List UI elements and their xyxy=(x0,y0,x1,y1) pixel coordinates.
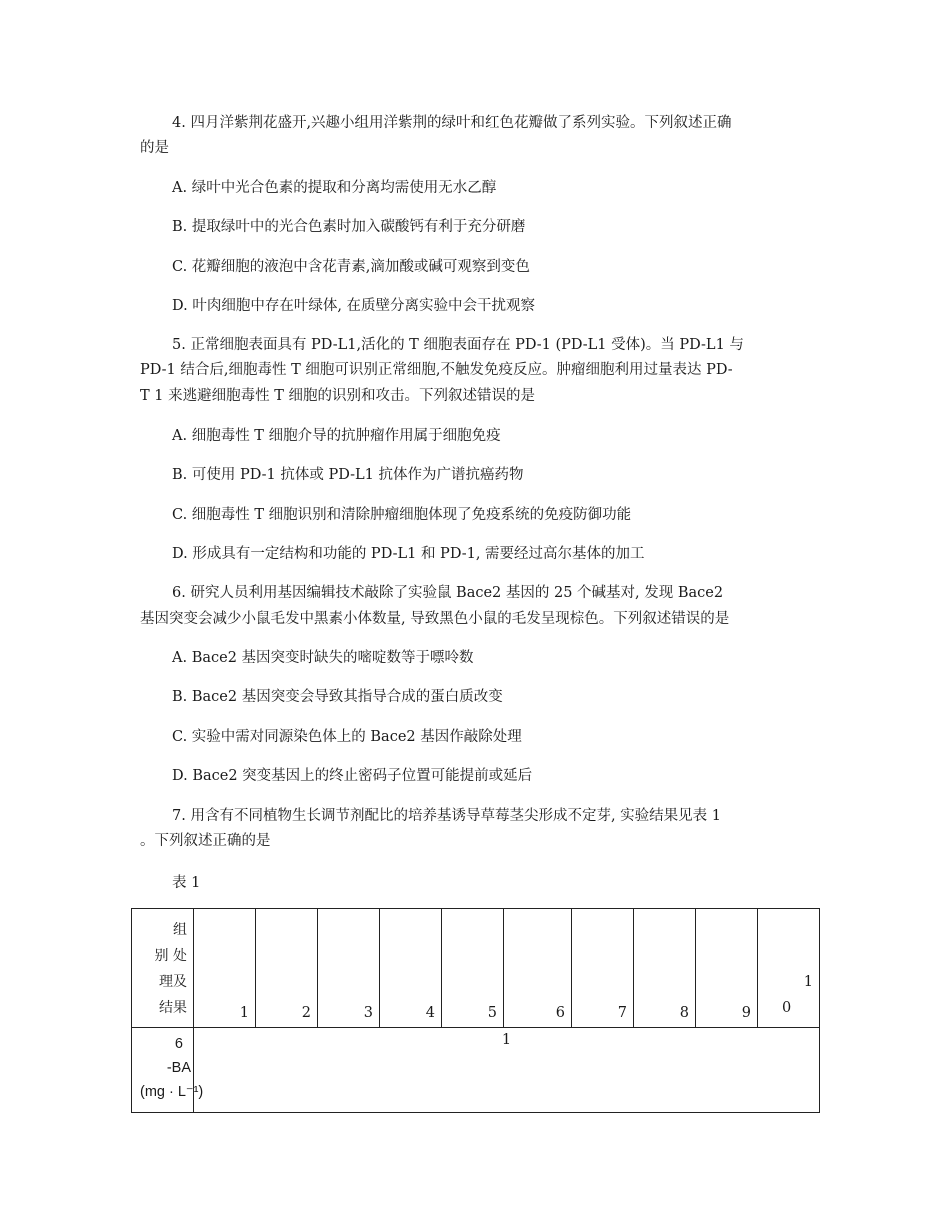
table-caption: 表 1 xyxy=(172,875,201,891)
column-header: 6 xyxy=(504,909,572,1028)
q6-option-b: B. Bace2 基因突变会导致其指导合成的蛋白质改变 xyxy=(172,689,503,705)
q4-option-a: A. 绿叶中光合色素的提取和分离均需使用无水乙醇 xyxy=(172,180,497,196)
row-name-line: -BA xyxy=(166,1060,191,1076)
q6-stem-line2: 基因突变会减少小鼠毛发中黑素小体数量, 导致黑色小鼠的毛发呈现棕色。下列叙述错误的是 xyxy=(140,611,730,627)
q5-stem-line1: 5. 正常细胞表面具有 PD-L1,活化的 T 细胞表面存在 PD-1 (PD-L1 受体)。当 PD-L1 与 xyxy=(172,337,744,353)
row-name-line: 6 xyxy=(174,1036,183,1052)
q4-option-b: B. 提取绿叶中的光合色素时加入碳酸钙有利于充分研磨 xyxy=(172,219,526,235)
q4-option-d: D. 叶肉细胞中存在叶绿体, 在质壁分离实验中会干扰观察 xyxy=(172,298,536,314)
q5-option-b: B. 可使用 PD-1 抗体或 PD-L1 抗体作为广谱抗癌药物 xyxy=(172,467,524,483)
column-header-10-top: 1 xyxy=(803,974,813,990)
q5-option-a: A. 细胞毒性 T 细胞介导的抗肿瘤作用属于细胞免疫 xyxy=(172,428,501,444)
q7-stem-line1: 7. 用含有不同植物生长调节剂配比的培养基诱导草莓茎尖形成不定芽, 实验结果见表 1 xyxy=(172,808,721,824)
column-header: 7 xyxy=(572,909,634,1028)
header-line: 结果 xyxy=(159,1000,187,1016)
q4-stem-line1: 4. 四月洋紫荆花盛开,兴趣小组用洋紫荆的绿叶和红色花瓣做了系列实验。下列叙述正确 xyxy=(172,115,732,131)
q4-stem-line2: 的是 xyxy=(140,140,169,156)
header-line: 组 xyxy=(173,922,187,938)
column-header: 5 xyxy=(442,909,504,1028)
column-header: 2 xyxy=(256,909,318,1028)
column-header: 4 xyxy=(380,909,442,1028)
column-header-10 xyxy=(758,909,820,1028)
table-header-row xyxy=(132,909,820,1028)
header-line: 别 处 xyxy=(154,948,187,964)
table-1 xyxy=(131,908,820,1113)
table-corner-header xyxy=(132,909,194,1028)
column-header: 1 xyxy=(194,909,256,1028)
q6-option-a: A. Bace2 基因突变时缺失的嘧啶数等于嘌呤数 xyxy=(172,650,474,666)
column-header: 8 xyxy=(634,909,696,1028)
table-row xyxy=(132,1028,820,1113)
row-name-6ba xyxy=(132,1028,204,1113)
row-value-6ba xyxy=(194,1028,820,1113)
row-value: 1 xyxy=(501,1032,512,1048)
column-header-10-bottom: 0 xyxy=(782,1000,792,1016)
q7-stem-line2: 。下列叙述正确的是 xyxy=(140,833,271,849)
q6-option-c: C. 实验中需对同源染色体上的 Bace2 基因作敲除处理 xyxy=(172,729,522,745)
q5-stem-line2: PD-1 结合后,细胞毒性 T 细胞可识别正常细胞,不触发免疫反应。肿瘤细胞利用过量表达 PD- xyxy=(140,362,733,378)
column-header: 9 xyxy=(696,909,758,1028)
header-line: 理及 xyxy=(159,974,187,990)
column-header: 3 xyxy=(318,909,380,1028)
q6-option-d: D. Bace2 突变基因上的终止密码子位置可能提前或延后 xyxy=(172,768,533,784)
row-name-line: (mg · L⁻¹) xyxy=(140,1084,204,1100)
q4-option-c: C. 花瓣细胞的液泡中含花青素,滴加酸或碱可观察到变色 xyxy=(172,259,530,275)
q5-stem-line3: T 1 来逃避细胞毒性 T 细胞的识别和攻击。下列叙述错误的是 xyxy=(140,388,536,404)
q5-option-d: D. 形成具有一定结构和功能的 PD-L1 和 PD-1, 需要经过高尔基体的加工 xyxy=(172,546,645,562)
q6-stem-line1: 6. 研究人员利用基因编辑技术敲除了实验鼠 Bace2 基因的 25 个碱基对, 发现 Bace2 xyxy=(172,585,724,601)
q5-option-c: C. 细胞毒性 T 细胞识别和清除肿瘤细胞体现了免疫系统的免疫防御功能 xyxy=(172,507,632,523)
